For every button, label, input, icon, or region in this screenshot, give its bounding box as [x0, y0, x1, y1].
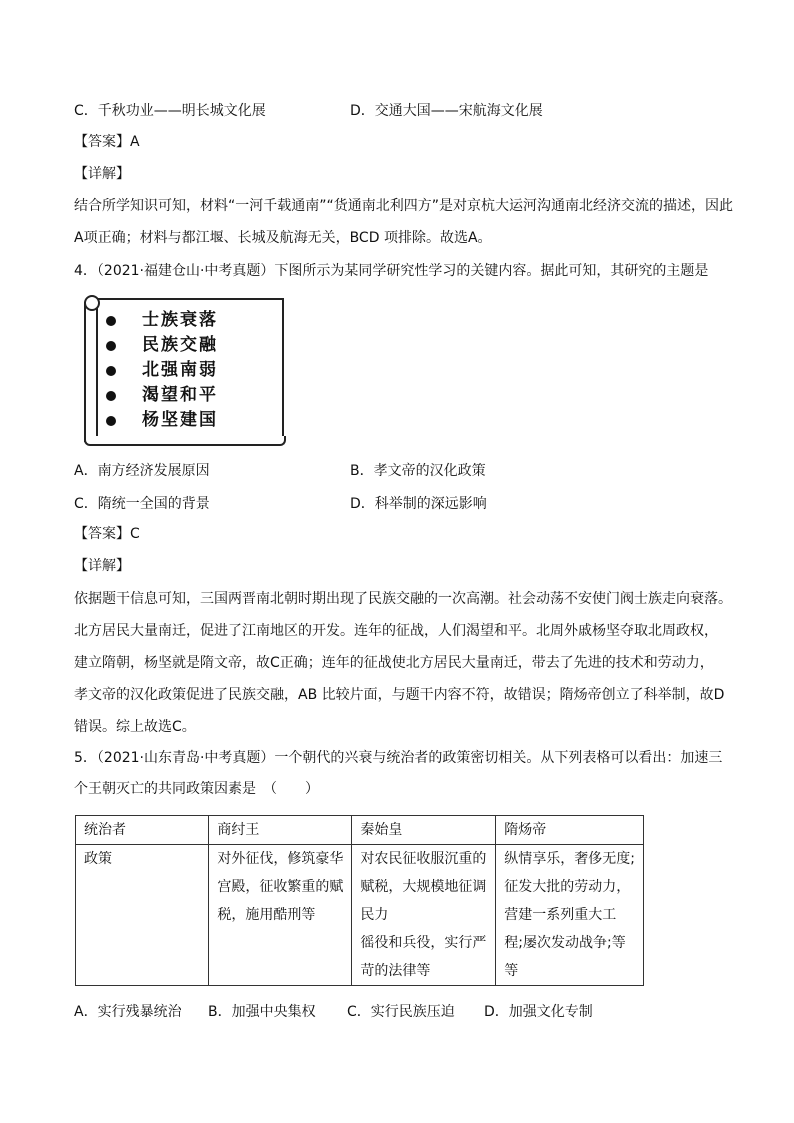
bullet-icon: [106, 366, 116, 376]
table-cell-sui: 纵情享乐，奢侈无度; 征发大批的劳动力， 营建一系列重大工 程;屡次发动战争;等 等: [496, 845, 644, 986]
q5-stem-line2: 个王朝灭亡的共同政策因素是 （ ）: [74, 781, 319, 797]
q4-detail-line: 建立隋朝，杨坚就是隋文帝，故C正确；连年的征战使北方居民大量南迁，带去了先进的技术和劳动力，: [74, 655, 714, 671]
q4-detail-label: 【详解】: [74, 558, 130, 574]
q5-option-d: D．加强文化专制: [484, 1004, 593, 1020]
table-row: [76, 845, 644, 986]
q3-option-d: D．交通大国——宋航海文化展: [350, 103, 543, 119]
q4-stem: 4．（2021·福建仓山·中考真题）下图所示为某同学研究性学习的关键内容。据此可知，其研究的主题是: [74, 263, 709, 279]
table-cell-shang: 对外征伐，修筑豪华 宫殿，征收繁重的赋 税，施用酷刑等: [209, 845, 352, 986]
q3-detail-line: A项正确；材料与都江堰、长城及航海无关，BCD 项排除。故选A。: [74, 230, 492, 246]
table-cell-qin: 对农民征收服沉重的 赋税，大规模地征调 民力 徭役和兵役，实行严 苛的法律等: [352, 845, 496, 986]
q5-policy-table: [75, 815, 644, 986]
scroll-item: 士族衰落: [106, 308, 218, 333]
table-header-cell: 统治者: [76, 816, 209, 845]
table-header-cell: 隋炀帝: [496, 816, 644, 845]
q4-answer: [74, 524, 140, 544]
q5-option-a: A．实行残暴统治: [74, 1004, 182, 1020]
table-header-cell: 商纣王: [209, 816, 352, 845]
scroll-list: [106, 308, 218, 433]
q4-option-d: D．科举制的深远影响: [350, 496, 487, 512]
q4-option-b: B．孝文帝的汉化政策: [350, 463, 486, 479]
q4-answer-value: C: [130, 526, 140, 542]
table-header-row: [76, 816, 644, 845]
table-row-label: 政策: [76, 845, 209, 986]
q5-option-c: C．实行民族压迫: [347, 1004, 455, 1020]
scroll-curl: [84, 295, 100, 311]
q3-answer-label: 【答案】: [74, 134, 130, 150]
q3-answer-value: A: [130, 134, 140, 150]
scroll-roll: [84, 302, 98, 442]
scroll-item: 杨坚建国: [106, 408, 218, 433]
bullet-icon: [106, 341, 116, 351]
q3-detail-line: 结合所学知识可知，材料“一河千载通南”“货通南北利四方”是对京杭大运河沟通南北经济交流的描述，因此: [74, 198, 734, 214]
bullet-icon: [106, 416, 116, 426]
q4-detail-line: 孝文帝的汉化政策促进了民族交融，AB 比较片面，与题干内容不符，故错误；隋炀帝创立了科举制，故D: [74, 687, 725, 703]
q4-scroll-figure: [84, 298, 282, 448]
q4-option-a: A．南方经济发展原因: [74, 463, 210, 479]
q4-answer-label: 【答案】: [74, 526, 130, 542]
q3-option-c: C．千秋功业——明长城文化展: [74, 103, 266, 119]
q3-detail-label: 【详解】: [74, 166, 130, 182]
scroll-roll-bottom: [84, 436, 286, 446]
q4-detail-line: 北方居民大量南迁，促进了江南地区的开发。连年的征战，人们渴望和平。北周外戚杨坚夺取北周政权，: [74, 623, 718, 639]
q5-option-b: B．加强中央集权: [208, 1004, 316, 1020]
q4-detail-text: [74, 583, 734, 743]
bullet-icon: [106, 316, 116, 326]
q5-stem-line1: 5．（2021·山东青岛·中考真题）一个朝代的兴衰与统治者的政策密切相关。从下列表格可以看出：加速三: [74, 750, 723, 766]
q4-detail-line: 错误。综上故选C。: [74, 719, 196, 735]
q3-detail-text: [74, 190, 734, 254]
q4-detail-line: 依据题干信息可知，三国两晋南北朝时期出现了民族交融的一次高潮。社会动荡不安使门阀士族走向衰落。: [74, 591, 732, 607]
scroll-item: 北强南弱: [106, 358, 218, 383]
scroll-item: 渴望和平: [106, 383, 218, 408]
q4-option-c: C．隋统一全国的背景: [74, 496, 210, 512]
q3-answer: [74, 132, 140, 152]
bullet-icon: [106, 391, 116, 401]
scroll-item: 民族交融: [106, 333, 218, 358]
table-header-cell: 秦始皇: [352, 816, 496, 845]
